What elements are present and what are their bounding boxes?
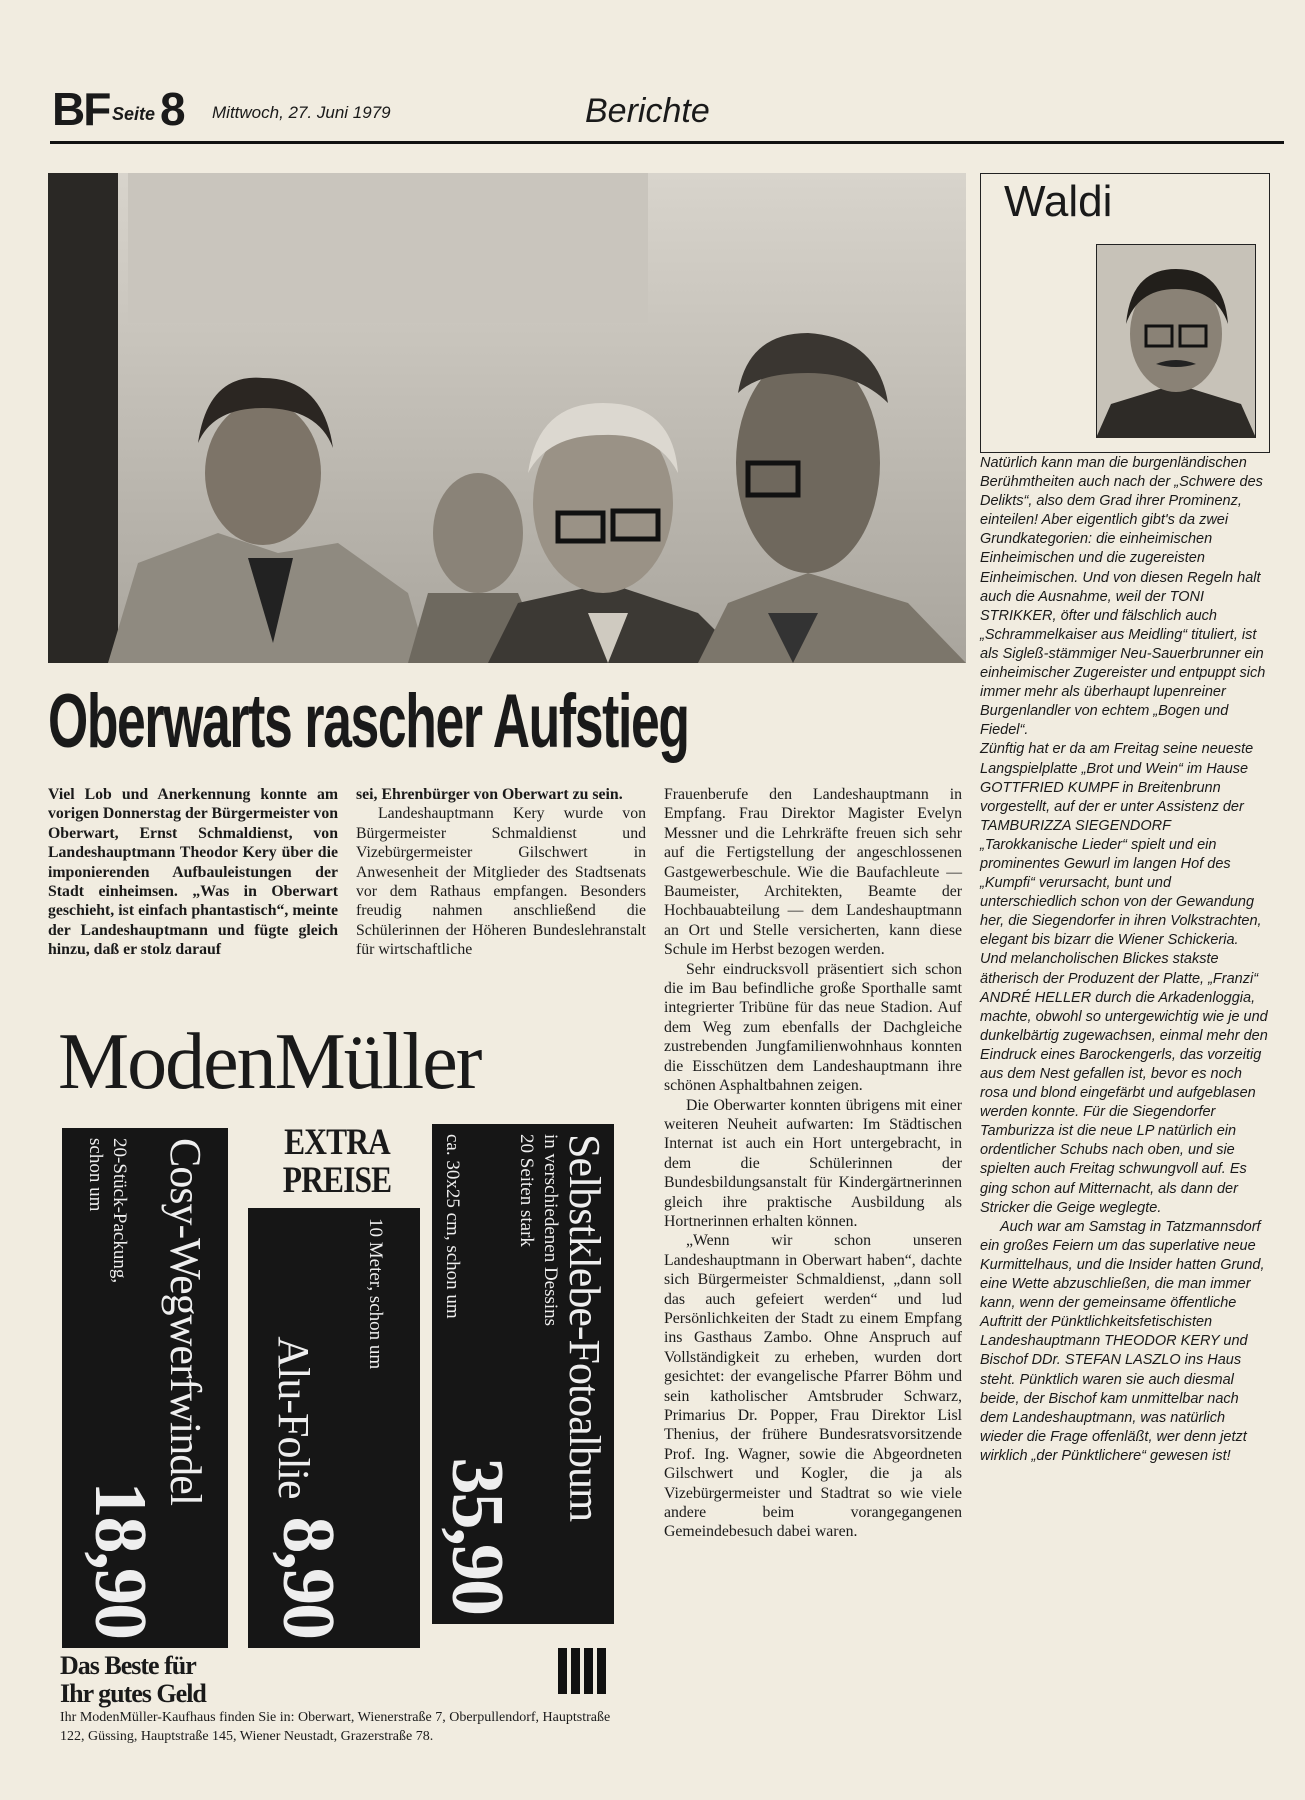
ad-store-locations: Ihr ModenMüller-Kaufhaus finden Sie in: Oberwart, Wienerstraße 7, Oberpullendorf, Hauptstraße 122, Güssing, Hauptstraße 145, Wiener Neustadt, Grazerstraße 78. <box>60 1710 611 1744</box>
article-column-3 <box>664 785 962 1542</box>
ad-item-name: Selbstklebe-Fotoalbum <box>560 1134 609 1522</box>
ad-item-desc: 20-Stück-Packung, <box>109 1138 130 1284</box>
issue-date: Mittwoch, 27. Juni 1979 <box>212 103 391 122</box>
ad-extra-prices: EXTRA PREISE <box>282 1122 392 1201</box>
article-photo <box>48 173 966 663</box>
waldi-column-text <box>980 454 1268 1466</box>
header-rule <box>50 141 1284 144</box>
article-column-1 <box>48 785 338 960</box>
ad-slogan <box>60 1652 206 1708</box>
waldi-paragraph: Zünftig hat er da am Freitag seine neueste Langspielplatte „Brot und Wein“ im Hause GOTTFRIED KUMPF in Breitenbrunn vorgestellt, auf der er unter Assistenz der TAMBURIZZA SIEGENDORF „Tarokkanische Lieder“ spielt und ein prominentes Gewurl im langen Hof des „Kumpfi“ verursacht, bunt und unterschiedlich schon von der Gewandung her, die Siegendorfer in ihren Volkstrachten, elegant bis bizarr die Wiener Schickeria. Und melancholischen Blickes stakste ätherisch der Produzent der Platte, „Franzi“ ANDRÉ HELLER durch die Arkadenloggia, machte, obwohl so untergewichtig wie je und dunkelbärtig zugewachsen, einmal mehr den Eindruck eines Barockengerls, das vorzeitig aus dem Nest gefallen ist, bevor es noch rosa und blond eingefärbt und aufgeblasen werden konnte. Für die Siegendorfer Tamburizza ist die neue LP natürlich ein ordentlicher Schubs nach oben, und sie spielten auch Freitag schwungvoll auf. Es ging schon auf Mitternacht, als dann der Stricker die Geige weglegte. <box>980 741 1268 1216</box>
ad-item-diapers <box>62 1128 228 1648</box>
article-paragraph: Landeshauptmann Kery wurde von Bürgermeister Schmaldienst und Vizebürgermeister Gilschwert in Anwesenheit der Mitglieder des Stadtsenats vor dem Rathaus empfangen. Besonders freudig nahmen anschließend die Schülerinnen der Höheren Bundeslehranstalt für wirtschaftliche <box>356 805 646 959</box>
article-paragraph: Frauenberufe den Landeshauptmann in Empfang. Frau Direktor Magister Evelyn Messner und die Lehrkräfte freuen sich sehr auf die Fertigstellung der angeschlossenen Gastgewerbeschule. Wie die Baufachleute — Baumeister, Architekten, Beamte der Hochbauabteilung — dem Landeshauptmann an Ort und Stelle versicherten, kann diese Schule im Herbst bezogen werden. <box>664 786 962 959</box>
ad-item-price: 35,90 <box>436 1457 518 1614</box>
article-column-2 <box>356 785 646 960</box>
ad-slogan-line: Ihr gutes Geld <box>60 1679 206 1708</box>
ad-brand-name: ModenMüller <box>58 1018 481 1106</box>
ad-item-photoalbum <box>432 1124 614 1624</box>
ad-item-name: Cosy-Wegwerfwindel <box>161 1138 210 1506</box>
ad-slogan-line: Das Beste für <box>60 1651 196 1680</box>
columnist-portrait <box>1096 244 1256 438</box>
page-label: Seite <box>112 104 156 124</box>
article-paragraph: „Wenn wir schon unseren Landeshauptmann in Oberwart haben“, dachte sich Bürgermeister Schmaldienst, „dann soll das auch gefeiert werden“ und lud Persönlichkeiten der Stadt zu einem Empfang ins Gasthaus Zambo. Ohne Anspruch auf Vollständigkeit zu erheben, wurden dort gesichtet: der evangelische Pfarrer Böhm und sein katholischer Amtsbruder Schwarz, Primarius Dr. Popper, Frau Direktor Lisl Thenius, der frühere Bundesratsvorsitzende Prof. Ing. Wagner, sowie die Abgeordneten Gilschwert und Kogler, die ja als Vizebürgermeister und Stadtrat so wie viele andere beim vorangegangenen Gemeindebesuch dabei waren. <box>664 1232 962 1541</box>
ad-item-desc: in verschiedenen Dessins <box>540 1134 561 1327</box>
ad-item-price: 8,90 <box>267 1516 349 1638</box>
waldi-paragraph: Auch war am Samstag in Tatzmannsdorf ein großes Feiern um das superlative neue Kurmittelhaus, und die Insider hatten Grund, eine Wette abzuschließen, die man immer kann, wenn der gemeinsame öffentliche Auftritt der Pünktlichkeitsfetischisten Landeshauptmann THEODOR KERY und Bischof DDr. STEFAN LASZLO ins Haus steht. Pünktlich waren sie auch diesmal beide, der Bischof kam unmittelbar nach dem Landeshauptmann, was natürlich wieder die Frage offenläßt, wer denn jetzt wirklich „der Pünktlichere“ gewesen ist! <box>980 1218 1265 1464</box>
newspaper-logo: BF <box>52 83 110 135</box>
page-number: 8 <box>160 83 186 135</box>
article-headline: Oberwarts rascher Aufstieg <box>48 679 689 764</box>
ad-item-desc: schon um <box>85 1138 106 1212</box>
ad-item-name: Alu-Folie <box>269 1336 318 1499</box>
ad-item-desc: 10 Meter, schon um <box>365 1218 386 1370</box>
waldi-title: Waldi <box>1004 177 1113 226</box>
ad-item-foil <box>248 1208 420 1648</box>
waldi-paragraph: Natürlich kann man die burgenländischen Berühmtheiten auch nach der „Schwere des Delikts“, also dem Grad ihrer Prominenz, einteilen! Aber eigentlich gibt's da zwei Grundkategorien: die einheimischen Einheimischen und die zugereisten Einheimischen. Und von diesen Regeln halt auch die Ausnahme, weil der TONI STRIKKER, öfter und fälschlich auch „Schrammelkaiser aus Meidling“ tituliert, ist als Sigleß-stämmiger Neu-Sauerbrunner ein einheimischer Zugereister und entpuppt sich immer mehr als überhaupt lupenreiner Burgenlandler von echtem „Bogen und Fiedel“. <box>980 455 1266 739</box>
ad-item-price: 18,90 <box>79 1481 161 1638</box>
ad-item-desc: ca. 30x25 cm, schon um <box>442 1134 463 1319</box>
article-lead-end: sei, Ehrenbürger von Oberwart zu sein. <box>356 786 623 803</box>
article-paragraph: Sehr eindrucksvoll präsentiert sich schon die im Bau befindliche große Sporthalle samt integrierter Tribüne für das neue Stadion. Auf dem Weg zum ebenfalls der Dachgleiche zustrebenden Jungfamilienwohnhaus konnten die Eisschützen dem Landeshauptmann ihre schönen Asphaltbahnen zeigen. <box>664 960 962 1095</box>
modenmueller-logo <box>556 1644 608 1698</box>
section-title: Berichte <box>585 92 710 130</box>
article-paragraph: Die Oberwarter konnten übrigens mit einer weiteren Neuheit aufwarten: Im Städtischen Internat ist auch ein Hort untergebracht, in dem die Schülerinnen der Bundesbildungsanstalt für Kindergärtnerinnen gleich ihre praktische Ausbildung als Hortnerinnen erhalten können. <box>664 1096 962 1230</box>
ad-item-desc: 20 Seiten stark <box>516 1134 537 1247</box>
article-lead: Viel Lob und Anerkennung konnte am vorigen Donnerstag der Bürgermeister von Oberwart, Ernst Schmaldienst, von Landeshauptmann Theodor Kery über die imponierenden Aufbauleistungen der Stadt einheimsen. „Was in Oberwart geschieht, ist einfach phantastisch“, meinte der Landeshauptmann und fügte gleich hinzu, daß er stolz darauf <box>48 786 338 959</box>
